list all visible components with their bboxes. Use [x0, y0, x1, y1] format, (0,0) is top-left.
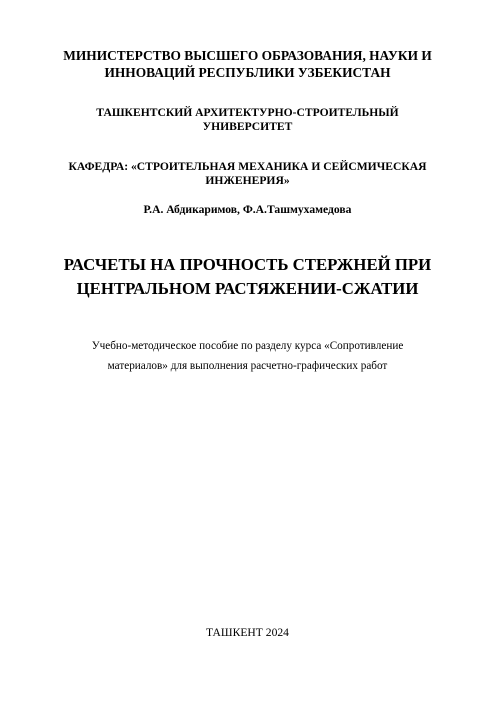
document-title	[40, 253, 455, 301]
university-heading	[40, 106, 455, 134]
department-line-2: ИНЖЕНЕРИЯ»	[205, 174, 290, 187]
city-year	[40, 626, 455, 640]
ministry-line-2: ИННОВАЦИЙ РЕСПУБЛИКИ УЗБЕКИСТАН	[104, 65, 391, 80]
authors	[40, 203, 455, 217]
description-line-2: материалов» для выполнения расчетно-графических работ	[107, 360, 388, 372]
ministry-heading	[40, 47, 455, 81]
university-line-2: УНИВЕРСИТЕТ	[202, 120, 293, 133]
department-heading	[40, 160, 455, 188]
department-line-1: КАФЕДРА: «СТРОИТЕЛЬНАЯ МЕХАНИКА И СЕЙСМИЧЕСКАЯ	[68, 160, 427, 173]
document-description	[50, 336, 445, 376]
title-line-1: РАСЧЕТЫ НА ПРОЧНОСТЬ СТЕРЖНЕЙ ПРИ	[63, 255, 432, 274]
ministry-line-1: МИНИСТЕРСТВО ВЫСШЕГО ОБРАЗОВАНИЯ, НАУКИ И	[63, 48, 432, 63]
description-line-1: Учебно-методическое пособие по разделу курса «Сопротивление	[91, 340, 404, 352]
authors-text: Р.А. Абдикаримов, Ф.А.Ташмухамедова	[143, 203, 352, 216]
title-line-2: ЦЕНТРАЛЬНОМ РАСТЯЖЕНИИ-СЖАТИИ	[76, 279, 419, 298]
university-line-1: ТАШКЕНТСКИЙ АРХИТЕКТУРНО-СТРОИТЕЛЬНЫЙ	[96, 106, 399, 119]
city-year-text: ТАШКЕНТ 2024	[206, 626, 289, 639]
